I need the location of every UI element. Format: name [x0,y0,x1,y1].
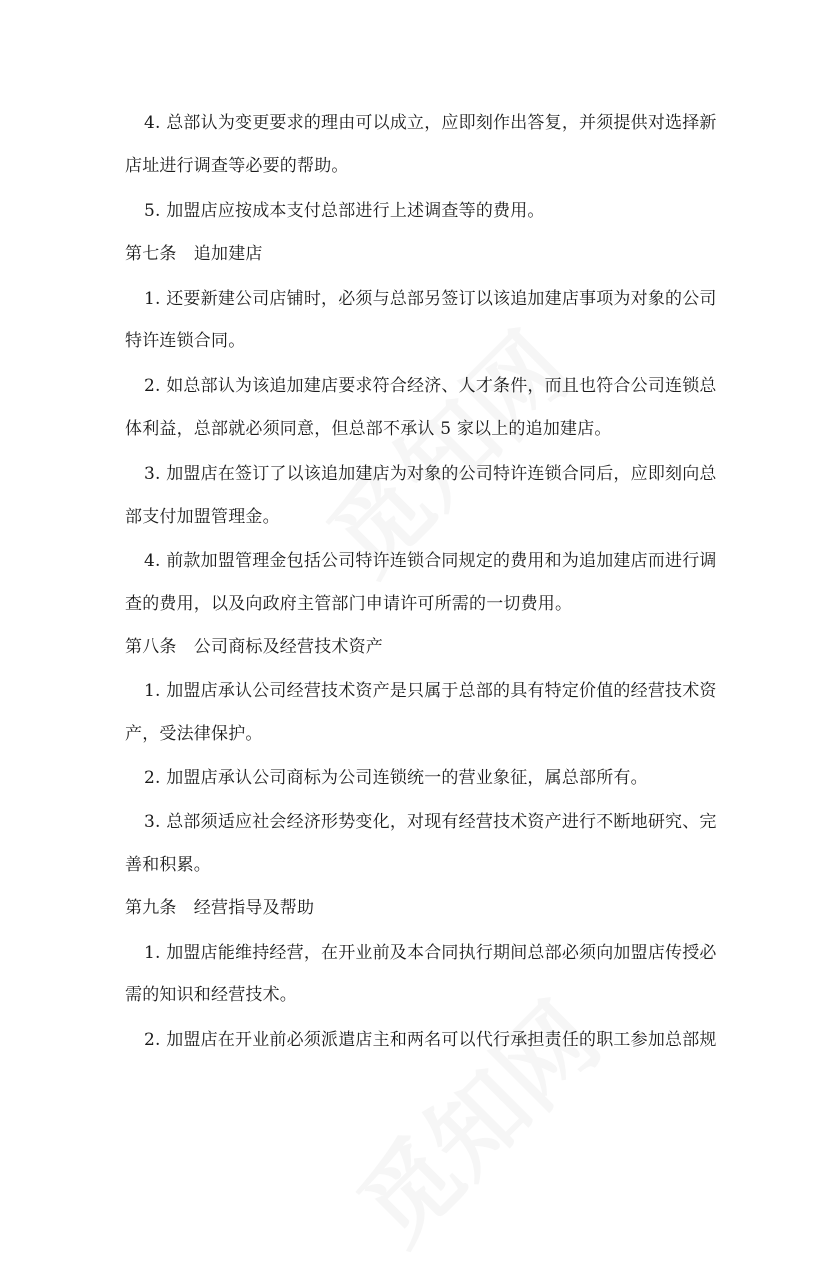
watermark-bottom [324,968,625,1269]
paragraph-line: 4. 前款加盟管理金包括公司特许连锁合同规定的费用和为追加建店而进行调 [144,551,717,571]
paragraph-line: 特许连锁合同。 [125,331,246,351]
paragraph-line: 2. 如总部认为该追加建店要求符合经济、人才条件，而且也符合公司连锁总 [144,376,717,396]
section-heading: 第九条 经营指导及帮助 [125,898,315,918]
paragraph-line: 1. 加盟店能维持经营，在开业前及本合同执行期间总部必须向加盟店传授必 [144,943,717,963]
paragraph-line: 1. 还要新建公司店铺时，必须与总部另签订以该追加建店事项为对象的公司 [144,289,717,309]
paragraph-line: 查的费用，以及向政府主管部门申请许可所需的一切费用。 [125,594,573,614]
paragraph-line: 店址进行调查等必要的帮助。 [125,156,349,176]
paragraph-line: 2. 加盟店承认公司商标为公司连锁统一的营业象征，属总部所有。 [144,768,648,788]
paragraph-line: 部支付加盟管理金。 [125,507,280,527]
paragraph-line: 4. 总部认为变更要求的理由可以成立，应即刻作出答复，并须提供对选择新 [144,113,717,133]
paragraph-line: 2. 加盟店在开业前必须派遣店主和两名可以代行承担责任的职工参加总部规 [144,1030,717,1050]
section-heading: 第七条 追加建店 [125,244,263,264]
paragraph-line: 3. 加盟店在签订了以该追加建店为对象的公司特许连锁合同后，应即刻向总 [144,464,717,484]
paragraph-line: 产，受法律保护。 [125,724,263,744]
section-heading: 第八条 公司商标及经营技术资产 [125,637,383,657]
paragraph-line: 3. 总部须适应社会经济形势变化，对现有经营技术资产进行不断地研究、完 [144,812,717,832]
paragraph-line: 需的知识和经营技术。 [125,985,297,1005]
paragraph-line: 5. 加盟店应按成本支付总部进行上述调查等的费用。 [144,201,545,221]
paragraph-line: 体利益，总部就必须同意，但总部不承认 5 家以上的追加建店。 [125,419,612,439]
paragraph-line: 善和积累。 [125,855,211,875]
paragraph-line: 1. 加盟店承认公司经营技术资产是只属于总部的具有特定价值的经营技术资 [144,681,717,701]
